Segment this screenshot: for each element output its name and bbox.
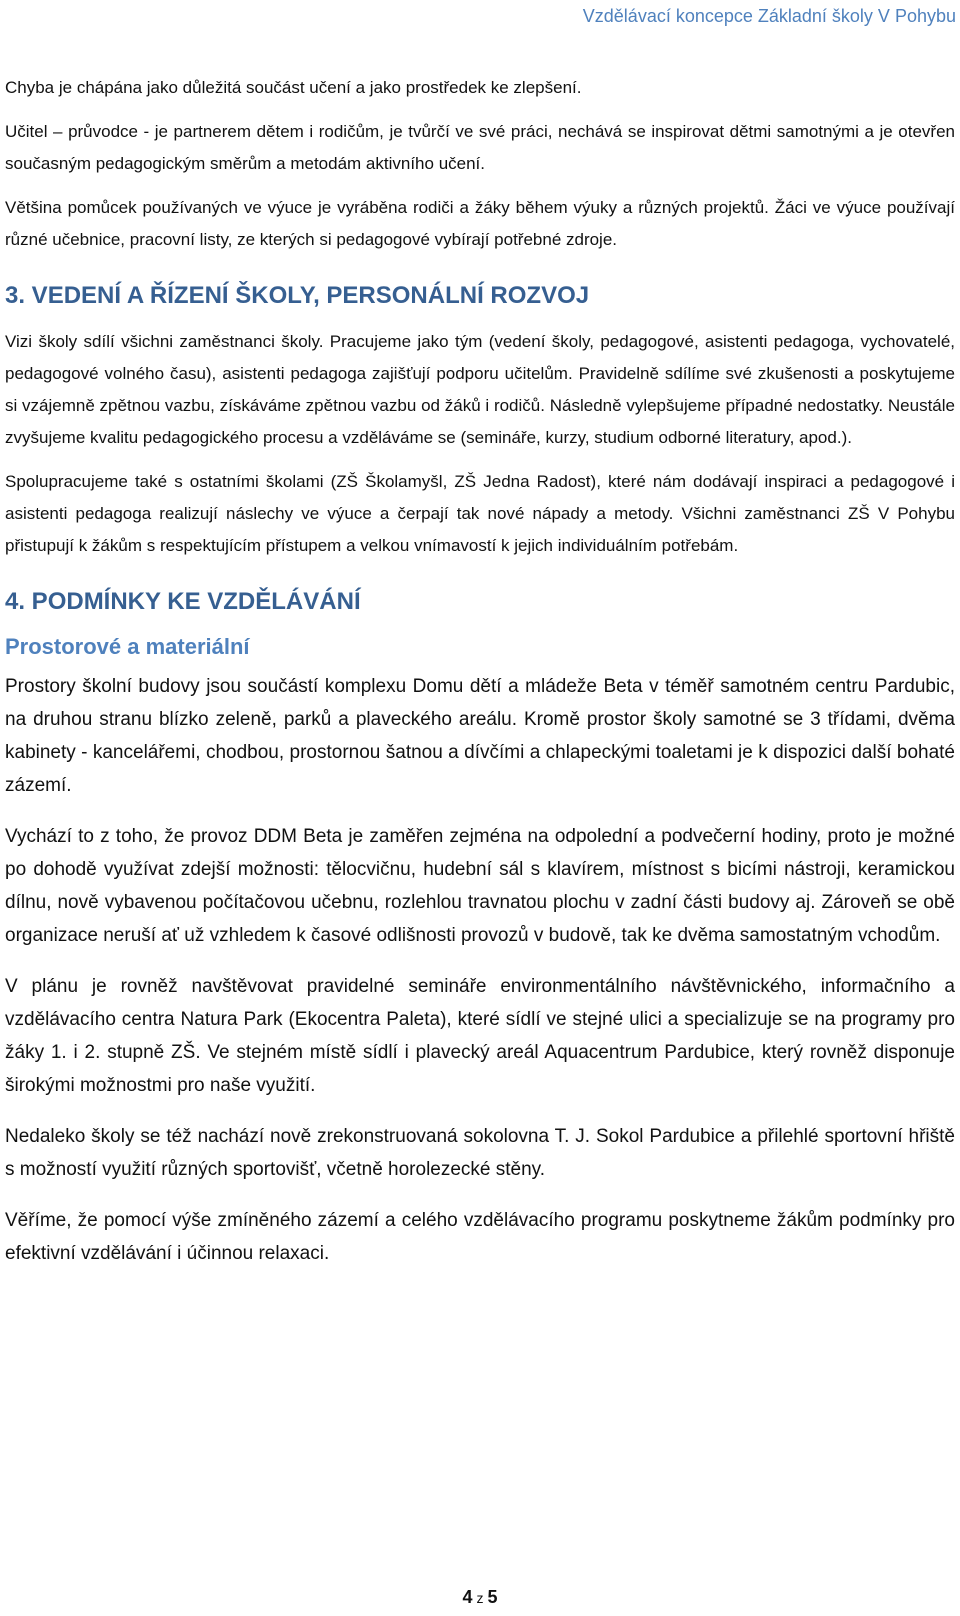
section-4-heading: 4. PODMÍNKY KE VZDĚLÁVÁNÍ — [5, 588, 361, 615]
paragraph-sokol: Nedaleko školy se též nachází nově zrekonstruovaná sokolovna T. J. Sokol Pardubice a přilehlé sportovní hřiště s možností využití různých sportovišť, včetně horolezecké stěny. — [5, 1126, 955, 1180]
section-4-subheading: Prostorové a materiální — [5, 634, 250, 659]
page-of: z — [476, 1590, 484, 1606]
paragraph-premises: Prostory školní budovy jsou součástí komplexu Domu dětí a mládeže Beta v téměř samotném centru Pardubic, na druhou stranu blízko zeleně, parků a plaveckého areálu. Kromě prostor školy samotné se 3 třídami, dvěma kabinety - kancelářemi, chodbou, prostornou šatnou a dívčími a chlapeckými toaletami je k dispozici další bohaté zázemí. — [5, 676, 955, 796]
paragraph-teacher: Učitel – průvodce - je partnerem dětem i rodičům, je tvůrčí ve své práci, nechává se inspirovat dětmi samotnými a je otevřen současným pedagogickým směrům a metodám aktivního učení. — [5, 122, 955, 173]
document-body — [5, 72, 955, 1288]
paragraph-vision: Vizi školy sdílí všichni zaměstnanci školy. Pracujeme jako tým (vedení školy, pedagogové, asistenti pedagoga, vychovatelé, pedagogové volného času), asistenti pedagoga zajišťují podporu učitelům. Pravidelně sdílíme své zkušenosti a poskytujeme si vzájemně zpětnou vazbu, získáváme zpětnou vazbu od žáků i rodičů. Následně vylepšujeme případné nedostatky. Neustále zvyšujeme kvalitu pedagogického procesu a vzděláváme se (semináře, kurzy, studium odborné literatury, apod.). — [5, 332, 955, 447]
paragraph-cooperation: Spolupracujeme také s ostatními školami (ZŠ Školamyšl, ZŠ Jedna Radost), které nám dodávají inspiraci a pedagogové i asistenti pedagoga realizují náslechy ve výuce a čerpají tak nové nápady a metody. Všichni zaměstnanci ZŠ V Pohybu přistupují k žákům s respektujícím přístupem a velkou vnímavostí k jejich individuálním potřebám. — [5, 472, 955, 555]
page-number — [0, 1587, 960, 1608]
paragraph-aids: Většina pomůcek používaných ve výuce je vyráběna rodiči a žáky během výuky a různých projektů. Žáci ve výuce používají různé učebnice, pracovní listy, ze kterých si pedagogové vybírají potřebné zdroje. — [5, 198, 955, 249]
section-3-heading: 3. VEDENÍ A ŘÍZENÍ ŠKOLY, PERSONÁLNÍ ROZVOJ — [5, 282, 590, 309]
page-header-title: Vzdělávací koncepce Základní školy V Pohybu — [582, 6, 956, 26]
paragraph-error: Chyba je chápána jako důležitá součást učení a jako prostředek ke zlepšení. — [5, 78, 582, 97]
paragraph-natura-park: V plánu je rovněž navštěvovat pravidelné semináře environmentálního návštěvnického, informačního a vzdělávacího centra Natura Park (Ekocentra Paleta), které sídlí ve stejné ulici a specializuje se na programy pro žáky 1. i 2. stupně ZŠ. Ve stejném místě sídlí i plavecký areál Aquacentrum Pardubice, který rovněž disponuje širokými možnostmi pro naše využití. — [5, 976, 955, 1096]
paragraph-ddm: Vychází to z toho, že provoz DDM Beta je zaměřen zejména na odpolední a podvečerní hodiny, proto je možné po dohodě využívat zdejší možnosti: tělocvičnu, hudební sál s klavírem, místnost s bicími nástroji, keramickou dílnu, nově vybavenou počítačovou učebnu, rozlehlou travnatou plochu v zadní části budovy aj. Zároveň se obě organizace neruší ať už vzhledem k časové odlišnosti provozů v budově, tak ke dvěma samostatným vchodům. — [5, 826, 955, 946]
page-current: 4 — [462, 1587, 473, 1607]
page-total: 5 — [487, 1587, 498, 1607]
paragraph-conclusion: Věříme, že pomocí výše zmíněného zázemí a celého vzdělávacího programu poskytneme žákům podmínky pro efektivní vzdělávání i účinnou relaxaci. — [5, 1210, 955, 1264]
